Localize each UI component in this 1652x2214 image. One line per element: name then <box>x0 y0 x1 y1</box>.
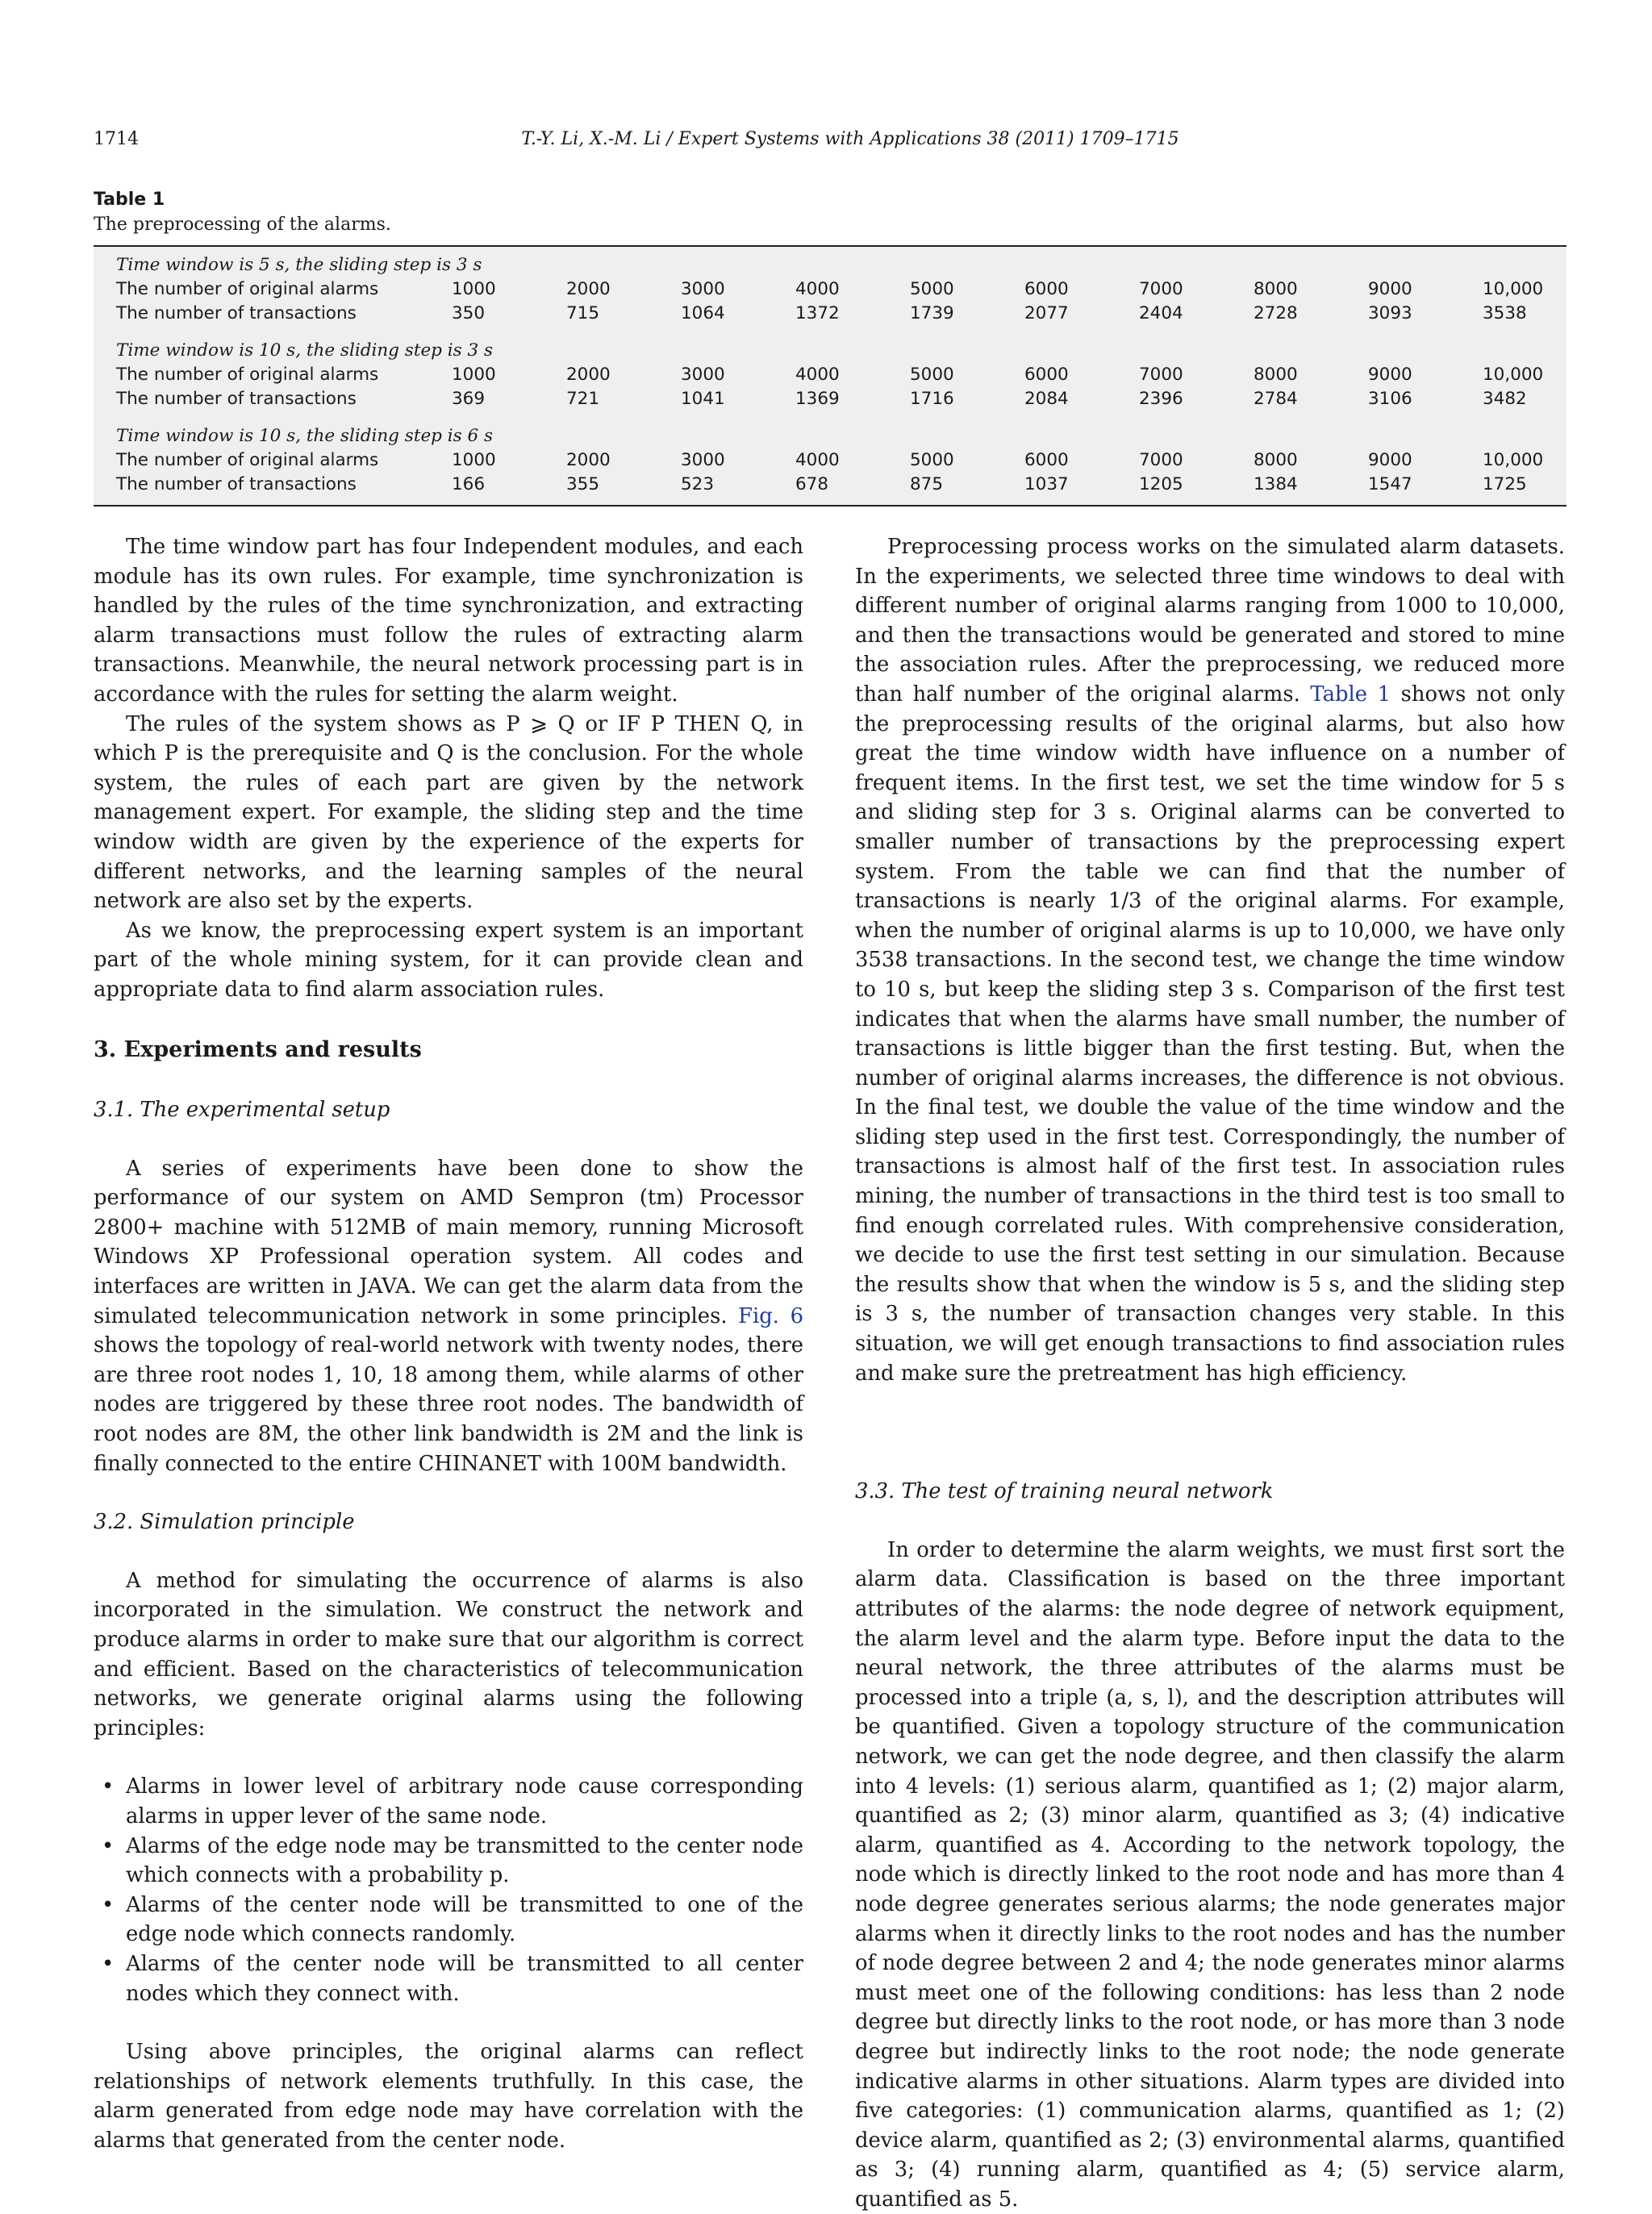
running-head: T.-Y. Li, X.-M. Li / Expert Systems with Applications 38 (2011) 1709–1715 <box>521 129 1179 149</box>
table-cell: 1384 <box>1254 474 1298 494</box>
table-group-title: Time window is 5 s, the sliding step is 3 s <box>116 255 482 275</box>
table-cell: 2404 <box>1139 303 1183 323</box>
table-cell: 3482 <box>1483 389 1527 409</box>
table-cell: 1716 <box>910 389 954 409</box>
table-cell: 1000 <box>452 279 496 299</box>
table-cell: 1547 <box>1368 474 1412 494</box>
table-cell: 3093 <box>1368 303 1412 323</box>
table-cell: 7000 <box>1139 365 1183 385</box>
table-cell: 1725 <box>1483 474 1527 494</box>
table-cell: 1369 <box>795 389 840 409</box>
paragraph: A method for simulating the occurrence of alarms is also incorporated in the simulation. We construct the network and produce alarms in order to make sure that our algorithm is correct and efficient. Based on the characteristics of telecommunication networks, we generate original alarms using the following principles: <box>94 1568 803 1741</box>
paragraph-text: Preprocessing process works on the simulated alarm datasets. In the experiments, we selected three time windows to deal with different number of original alarms ranging from 1000 to 10,000, and then the transactions would be generated and stored to mine the association rules. After the preprocessing, we reduced more than half number of the original alarms. <box>855 535 1565 707</box>
table-cell: 8000 <box>1254 279 1298 299</box>
table-cell: 6000 <box>1024 279 1069 299</box>
table-cell: 721 <box>566 389 600 409</box>
table-cell: 2728 <box>1254 303 1298 323</box>
table-cell: 5000 <box>910 450 954 470</box>
table-cell: 875 <box>910 474 944 494</box>
table-cell: 10,000 <box>1483 450 1544 470</box>
paragraph: Using above principles, the original alarms can reflect relationships of network elements truthfully. In this case, the alarm generated from edge node may have correlation with the alarms that generated from the center node. <box>94 2040 803 2153</box>
subsection-heading-3-1: 3.1. The experimental setup <box>94 1098 390 1123</box>
table-group-title: Time window is 10 s, the sliding step is 3 s <box>116 340 494 361</box>
table-cell: 1372 <box>795 303 840 323</box>
table-cell: 9000 <box>1368 279 1412 299</box>
table-cell: 678 <box>795 474 829 494</box>
right-column <box>855 532 1565 2214</box>
paragraph <box>855 532 1565 1388</box>
table-cell: 523 <box>681 474 715 494</box>
principles-list <box>94 1772 803 2008</box>
table-caption <box>94 187 391 237</box>
table-label: Table 1 <box>94 190 165 210</box>
table-cell: 1000 <box>452 365 496 385</box>
table-cell: 2000 <box>566 365 611 385</box>
table-group <box>94 339 1566 411</box>
table-cell: 715 <box>566 303 600 323</box>
table-cell: 6000 <box>1024 450 1069 470</box>
table-cell: 1064 <box>681 303 725 323</box>
list-item: • Alarms of the edge node may be transmitted to the center node which connects with a probability p. <box>94 1832 803 1891</box>
table-row <box>94 387 1566 411</box>
page-number: 1714 <box>94 129 139 149</box>
table-group-title: Time window is 10 s, the sliding step is 6 s <box>116 426 494 446</box>
table-cell: 4000 <box>795 365 840 385</box>
table-cell: 10,000 <box>1483 279 1544 299</box>
table-row-label: The number of original alarms <box>116 365 379 385</box>
subsection-heading-3-3: 3.3. The test of training neural network <box>855 1479 1274 1504</box>
table-cell: 1739 <box>910 303 954 323</box>
table-cell: 350 <box>452 303 486 323</box>
table-cell: 2084 <box>1024 389 1069 409</box>
table-cell: 9000 <box>1368 450 1412 470</box>
table-row-label: The number of original alarms <box>116 279 379 299</box>
paragraph-text: shows not only the preprocessing results of the original alarms, but also how great the time window width have influence on a number of frequent items. In the first test, we set the time window for 5 s and sliding step for 3 s. Original alarms can be converted to smaller number of transactions by the preprocessing expert system. From the table we can find that the number of transactions is nearly 1/3 of the original alarms. For example, when the number of original alarms is up to 10,000, we have only 3538 transactions. In the second test, we change the time window to 10 s, but keep the sliding step 3 s. Comparison of the first test indicates that when the alarms have small number, the number of transactions is little bigger than the first testing. But, when the number of original alarms increases, the difference is not obvious. In the final test, we double the value of the time window and the sliding step used in the first test. Correspondingly, the number of transactions is almost half of the first test. In association rules mining, the number of transactions in the third test is too small to find enough correlated rules. With comprehensive consideration, we decide to use the first test setting in our simulation. Because the results show that when the window is 5 s, and the sliding step is 3 s, the number of transaction changes very stable. In this situation, we will get enough transactions to find association rules and make sure the pretreatment has high efficiency. <box>855 682 1565 1386</box>
table-row <box>94 473 1566 497</box>
table-cell: 2396 <box>1139 389 1183 409</box>
table-row-label: The number of transactions <box>116 389 357 409</box>
table-row <box>94 363 1566 387</box>
table-row-label: The number of original alarms <box>116 450 379 470</box>
table-cell: 1037 <box>1024 474 1069 494</box>
table-row <box>94 277 1566 302</box>
table-cell: 4000 <box>795 279 840 299</box>
table-group <box>94 253 1566 326</box>
paragraph <box>94 1154 803 1479</box>
table-cell: 3000 <box>681 450 725 470</box>
table-cell: 7000 <box>1139 279 1183 299</box>
table-cell: 6000 <box>1024 365 1069 385</box>
table-cell: 8000 <box>1254 450 1298 470</box>
paragraph: The time window part has four Independent modules, and each module has its own rules. For example, time synchronization is handled by the rules of the time synchronization, and extracting alarm transactions must follow the rules of extracting alarm transactions. Meanwhile, the neural network processing part is in accordance with the rules for setting the alarm weight. <box>94 535 803 707</box>
section-heading-3: 3. Experiments and results <box>94 1036 422 1062</box>
table-cell: 2077 <box>1024 303 1069 323</box>
list-item: • Alarms of the center node will be transmitted to one of the edge node which connects randomly. <box>94 1891 803 1949</box>
table-cell: 3000 <box>681 365 725 385</box>
table-link[interactable]: Table 1 <box>1310 682 1391 707</box>
paragraph: As we know, the preprocessing expert system is an important part of the whole mining system, for it can provide clean and appropriate data to find alarm association rules. <box>94 918 803 1002</box>
figure-link[interactable]: Fig. 6 <box>738 1303 803 1328</box>
spacer <box>855 1388 1565 1448</box>
list-item: • Alarms of the center node will be transmitted to all center nodes which they connect with. <box>94 1949 803 2008</box>
table-cell: 3000 <box>681 279 725 299</box>
table-cell: 8000 <box>1254 365 1298 385</box>
table-row-label: The number of transactions <box>116 303 357 323</box>
table-group <box>94 424 1566 497</box>
paragraph-text: shows the topology of real-world network with twenty nodes, there are three root nodes 1, 10, 18 among them, while alarms of other nodes are triggered by these three root nodes. The bandwidth of root nodes are 8M, the other link bandwidth is 2M and the link is finally connected to the entire CHINANET with 100M bandwidth. <box>94 1333 803 1476</box>
bullet-icon: • <box>102 1833 115 1858</box>
table-caption-text: The preprocessing of the alarms. <box>94 215 391 235</box>
table-row <box>94 302 1566 326</box>
paragraph: In order to determine the alarm weights, we must first sort the alarm data. Classification is based on the three important attributes of the alarms: the node degree of network equipment, the alarm level and the alarm type. Before input the data to the neural network, the three attributes of the alarms must be processed into a triple (a, s, l), and the description attributes will be quantified. Given a topology structure of the communication network, we can get the node degree, and then classify the alarm into 4 levels: (1) serious alarm, quantified as 1; (2) major alarm, quantified as 2; (3) minor alarm, quantified as 3; (4) indicative alarm, quantified as 4. According to the network topology, the node which is directly linked to the root node and has more than 4 node degree generates serious alarms; the node generates major alarms when it directly links to the root nodes and has the number of node degree between 2 and 4; the node generates minor alarms must meet one of the following conditions: has less than 2 node degree but directly links to the root node, or has more than 3 node degree but indirectly links to the root node; the node generate indicative alarms in other situations. Alarm types are divided into five categories: (1) communication alarms, quantified as 1; (2) device alarm, quantified as 2; (3) environmental alarms, quantified as 3; (4) running alarm, quantified as 4; (5) service alarm, quantified as 5. <box>855 1537 1565 2212</box>
table-cell: 3106 <box>1368 389 1412 409</box>
paragraph: The rules of the system shows as P ⩾ Q or IF P THEN Q, in which P is the prerequisite and Q is the conclusion. For the whole system, the rules of each part are given by the network management expert. For example, the sliding step and the time window width are given by the experience of the experts for different networks, and the learning samples of the neural network are also set by the experts. <box>94 711 803 914</box>
table-cell: 1000 <box>452 450 496 470</box>
bullet-icon: • <box>102 1951 115 1976</box>
table-cell: 5000 <box>910 365 954 385</box>
table-row-label: The number of transactions <box>116 474 357 494</box>
table-cell: 1205 <box>1139 474 1183 494</box>
list-item: • Alarms in lower level of arbitrary node cause corresponding alarms in upper lever of the same node. <box>94 1772 803 1831</box>
table-row <box>94 448 1566 473</box>
table-cell: 5000 <box>910 279 954 299</box>
bullet-icon: • <box>102 1892 115 1917</box>
table-cell: 2000 <box>566 450 611 470</box>
table-cell: 2000 <box>566 279 611 299</box>
table-cell: 355 <box>566 474 600 494</box>
table-1 <box>94 245 1566 507</box>
table-cell: 10,000 <box>1483 365 1544 385</box>
table-cell: 369 <box>452 389 486 409</box>
paragraph-text: A series of experiments have been done to show the performance of our system on AMD Sempron (tm) Processor 2800+ machine with 512MB of main memory, running Microsoft Windows XP Professional operation system. All codes and interfaces are written in JAVA. We can get the alarm data from the simulated telecommunication network in some principles. <box>94 1156 803 1328</box>
table-cell: 7000 <box>1139 450 1183 470</box>
table-cell: 1041 <box>681 389 725 409</box>
table-cell: 166 <box>452 474 486 494</box>
table-cell: 4000 <box>795 450 840 470</box>
table-cell: 3538 <box>1483 303 1527 323</box>
left-column <box>94 532 803 2156</box>
table-cell: 2784 <box>1254 389 1298 409</box>
table-cell: 9000 <box>1368 365 1412 385</box>
bullet-icon: • <box>102 1774 115 1799</box>
subsection-heading-3-2: 3.2. Simulation principle <box>94 1510 355 1535</box>
